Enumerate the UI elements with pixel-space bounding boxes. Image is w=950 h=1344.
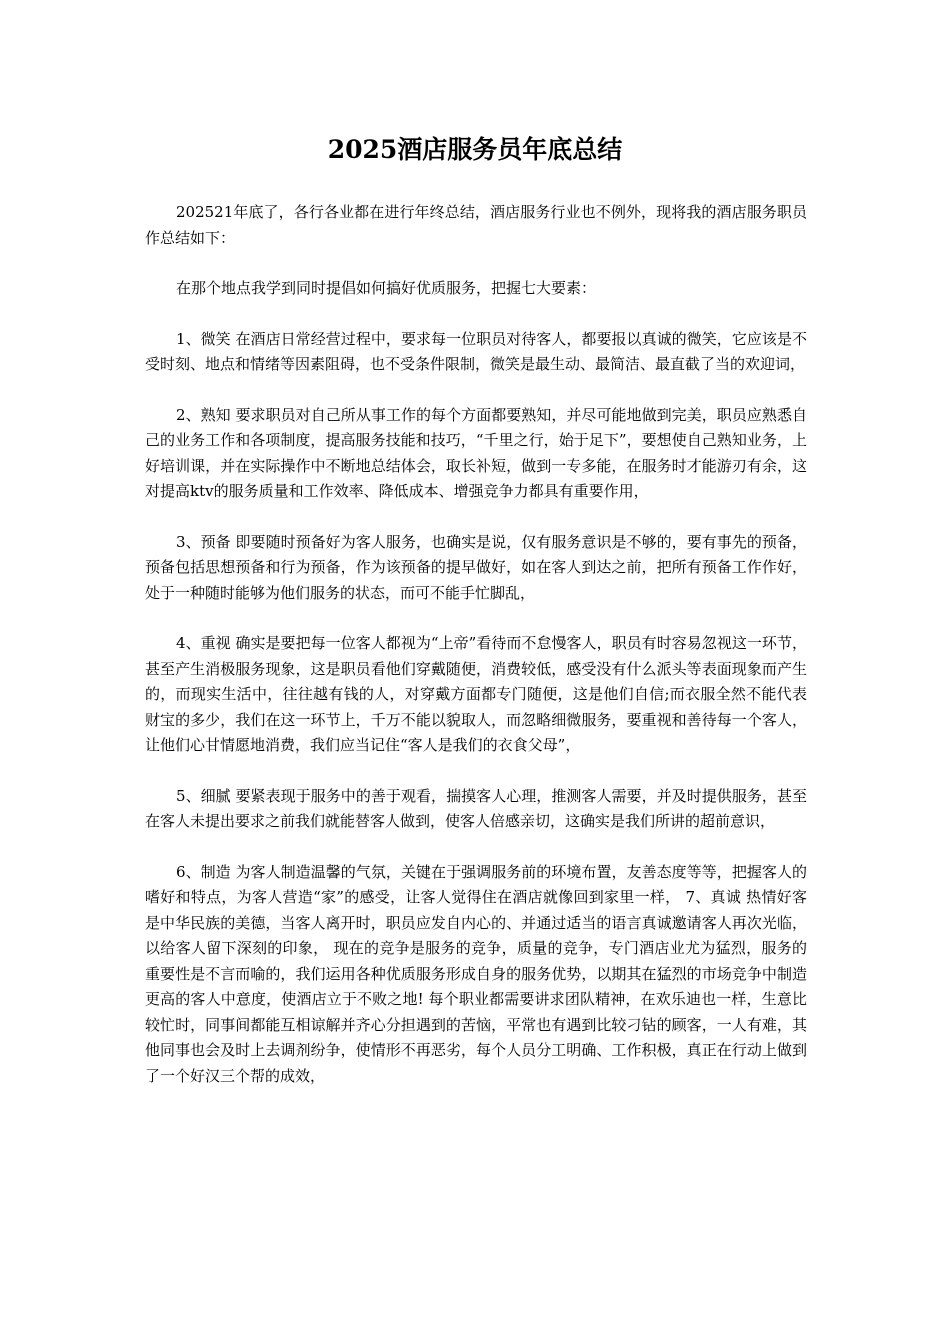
paragraph-familiar: 2、熟知 要求职员对自己所从事工作的每个方面都要熟知，并尽可能地做到完美，职员应熟悉自己的业务工作和各项制度，提高服务技能和技巧，“千里之行，始于足下”，要想使自己熟知业务，上好培训课，并在实际操作中不断地总结体会，取长补短，做到一专多能，在服务时才能游刃有余，这对提高ktv的服务质量和工作效率、降低成本、增强竞争力都具有重要作用，: [145, 405, 807, 500]
paragraph-smile: 1、微笑 在酒店日常经营过程中，要求每一位职员对待客人，都要报以真诚的微笑，它应该是不受时刻、地点和情绪等因素阻碍，也不受条件限制，微笑是最生动、最简洁、最直截了当的欢迎词，: [145, 329, 807, 373]
paragraph-create-sincere: 6、制造 为客人制造温馨的气氛，关键在于强调服务前的环境布置，友善态度等等，把握客人的嗜好和特点，为客人营造“家”的感受，让客人觉得住在酒店就像回到家里一样， 7、真诚 热情好客是中华民族的美德，当客人离开时，职员应发自内心的、并通过适当的语言真诚邀请客人再次光临，以给客人留下深刻的印象， 现在的竞争是服务的竞争，质量的竞争，专门酒店业尤为猛烈，服务的重要性是不言而喻的，我们运用各种优质服务形成自身的服务优势，以期其在猛烈的市场竞争中制造更高的客人中意度，使酒店立于不败之地! 每个职业都需要讲求团队精神，在欢乐迪也一样，生意比较忙时，同事间都能互相谅解并齐心分担遇到的苦恼，平常也有遇到比较刁钻的顾客，一人有难，其他同事也会及时上去调剂纷争，使情形不再恶劣，每个人员分工明确、工作积极，真正在行动上做到了一个好汉三个帮的成效，: [145, 862, 807, 1085]
document-body: [145, 200, 807, 1114]
paragraph-intro: 202521年底了，各行各业都在进行年终总结，酒店服务行业也不例外，现将我的酒店服务职员作总结如下：: [145, 203, 807, 247]
paragraph-prepare: 3、预备 即要随时预备好为客人服务，也确实是说，仅有服务意识是不够的，要有事先的预备，预备包括思想预备和行为预备，作为该预备的提早做好，如在客人到达之前，把所有预备工作作好，处于一种随时能够为他们服务的状态，而可不能手忙脚乱，: [145, 532, 807, 602]
document-title: 2025酒店服务员年底总结: [327, 135, 623, 164]
paragraph-seven-elements: 在那个地点我学到同时提倡如何搞好优质服务，把握七大要素：: [176, 279, 597, 297]
paragraph-attentive: 5、细腻 要紧表现于服务中的善于观看，揣摸客人心理，推测客人需要，并及时提供服务，甚至在客人未提出要求之前我们就能替客人做到，使客人倍感亲切，这确实是我们所讲的超前意识，: [145, 786, 807, 830]
paragraph-respect: 4、重视 确实是要把每一位客人都视为“上帝”看待而不怠慢客人，职员有时容易忽视这一环节，甚至产生消极服务现象，这是职员看他们穿戴随便，消费较低，感受没有什么派头等表面现象而产生的，而现实生活中，往往越有钱的人，对穿戴方面都专门随便，这是他们自信;而衣服全然不能代表财宝的多少，我们在这一环节上，千万不能以貌取人，而忽略细微服务，要重视和善待每一个客人，让他们心甘情愿地消费，我们应当记住“客人是我们的衣食父母”，: [145, 634, 807, 754]
